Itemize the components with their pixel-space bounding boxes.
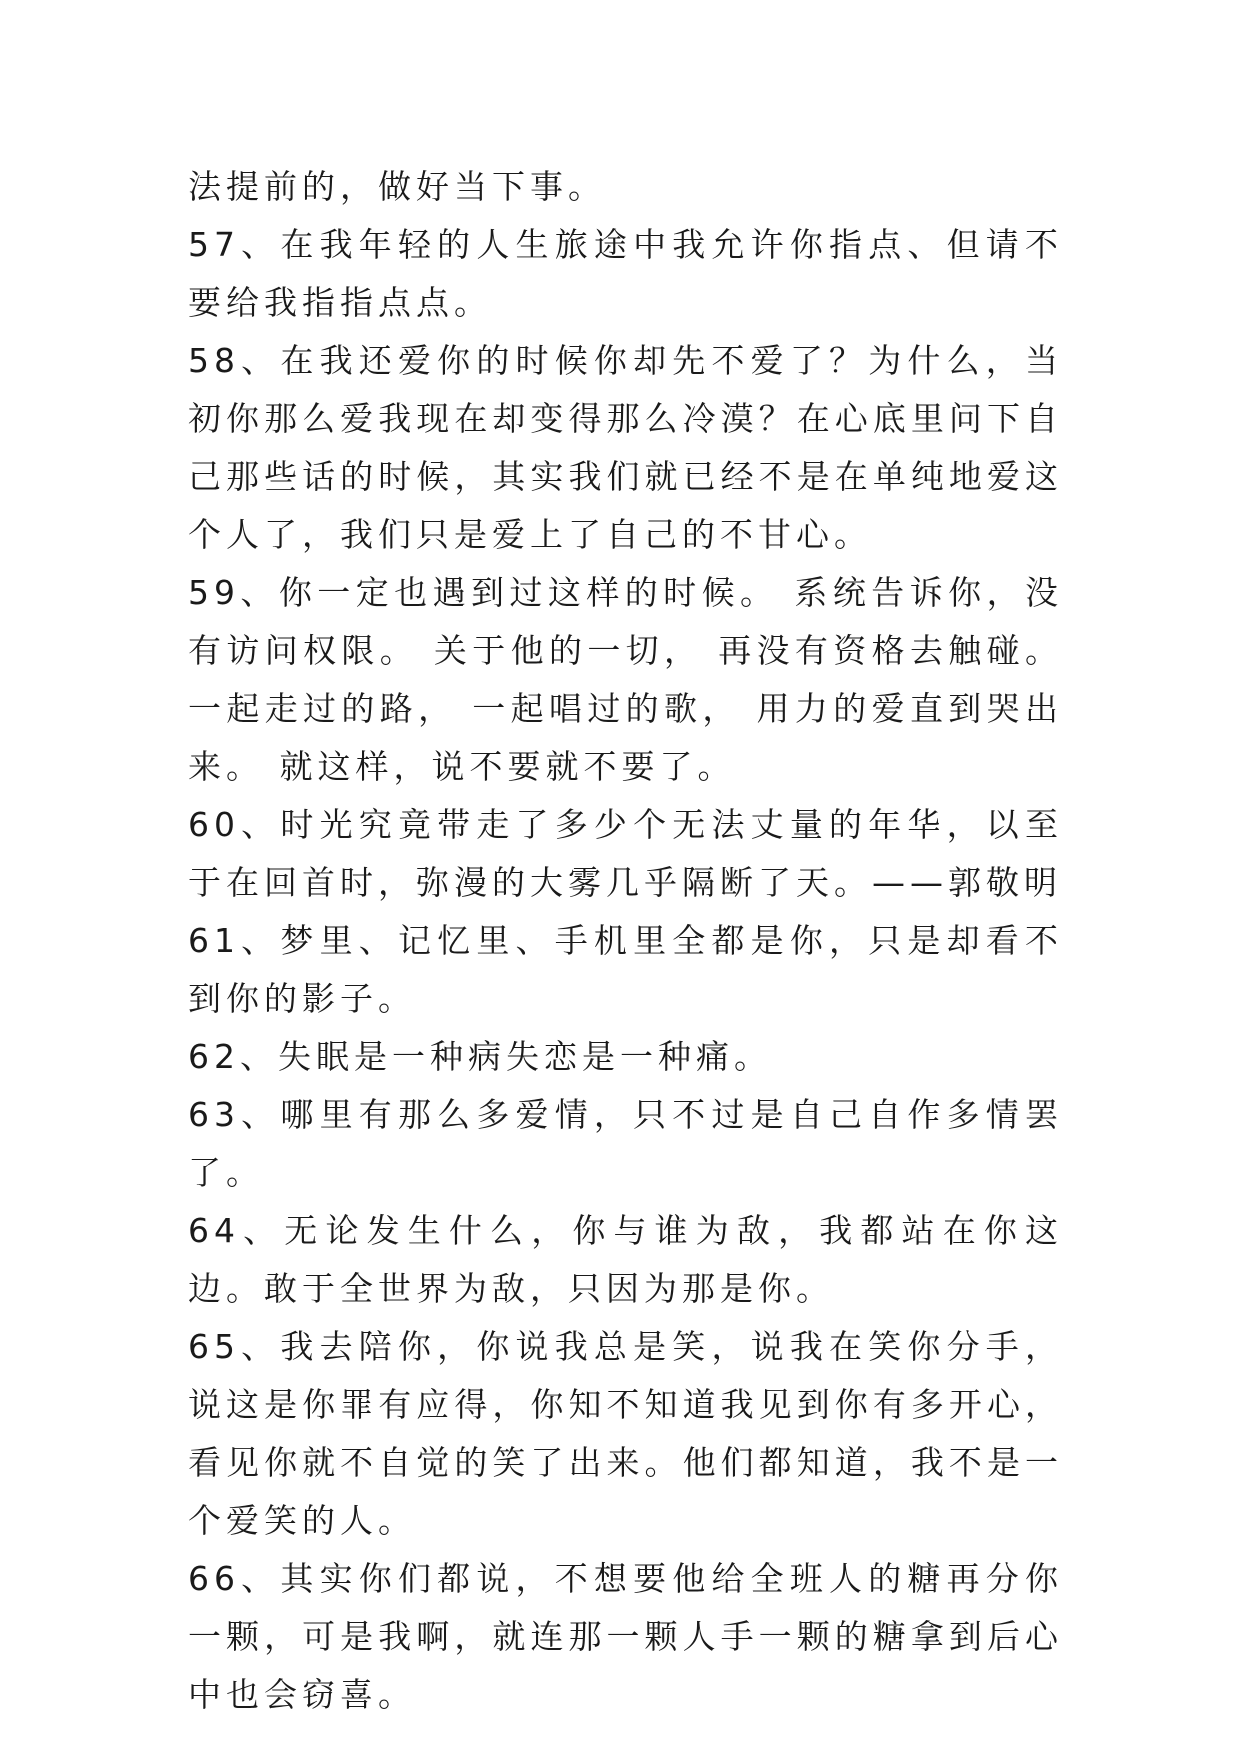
paragraph-57: 57、在我年轻的人生旅途中我允许你指点、但请不要给我指指点点。 [188,225,1063,322]
paragraph-58: 58、在我还爱你的时候你却先不爱了？为什么，当初你那么爱我现在却变得那么冷漠？在心底里问下自己那些话的时候，其实我们就已经不是在单纯地爱这个人了，我们只是爱上了自己的不甘心。 [188,341,1063,554]
document-body [188,158,1063,1724]
paragraph-continuation: 法提前的，做好当下事。 [188,167,606,206]
paragraph-61: 61、梦里、记忆里、手机里全都是你，只是却看不到你的影子。 [188,921,1063,1018]
paragraph-62: 62、失眠是一种病失恋是一种痛。 [188,1037,772,1076]
paragraph-59: 59、你一定也遇到过这样的时候。 系统告诉你，没有访问权限。 关于他的一切， 再没有资格去触碰。 一起走过的路， 一起唱过的歌， 用力的爱直到哭出来。 就这样，说不要就不要了。 [188,573,1063,786]
paragraph-66: 66、其实你们都说，不想要他给全班人的糖再分你一颗，可是我啊，就连那一颗人手一颗的糖拿到后心中也会窃喜。 [188,1559,1063,1714]
paragraph-64: 64、无论发生什么，你与谁为敌，我都站在你这边。敢于全世界为敌，只因为那是你。 [188,1211,1063,1308]
paragraph-63: 63、哪里有那么多爱情，只不过是自己自作多情罢了。 [188,1095,1063,1192]
paragraph-65: 65、我去陪你，你说我总是笑，说我在笑你分手，说这是你罪有应得，你知不知道我见到你有多开心，看见你就不自觉的笑了出来。他们都知道，我不是一个爱笑的人。 [188,1327,1063,1540]
paragraph-60: 60、时光究竟带走了多少个无法丈量的年华，以至于在回首时，弥漫的大雾几乎隔断了天。——郭敬明 [188,805,1063,902]
